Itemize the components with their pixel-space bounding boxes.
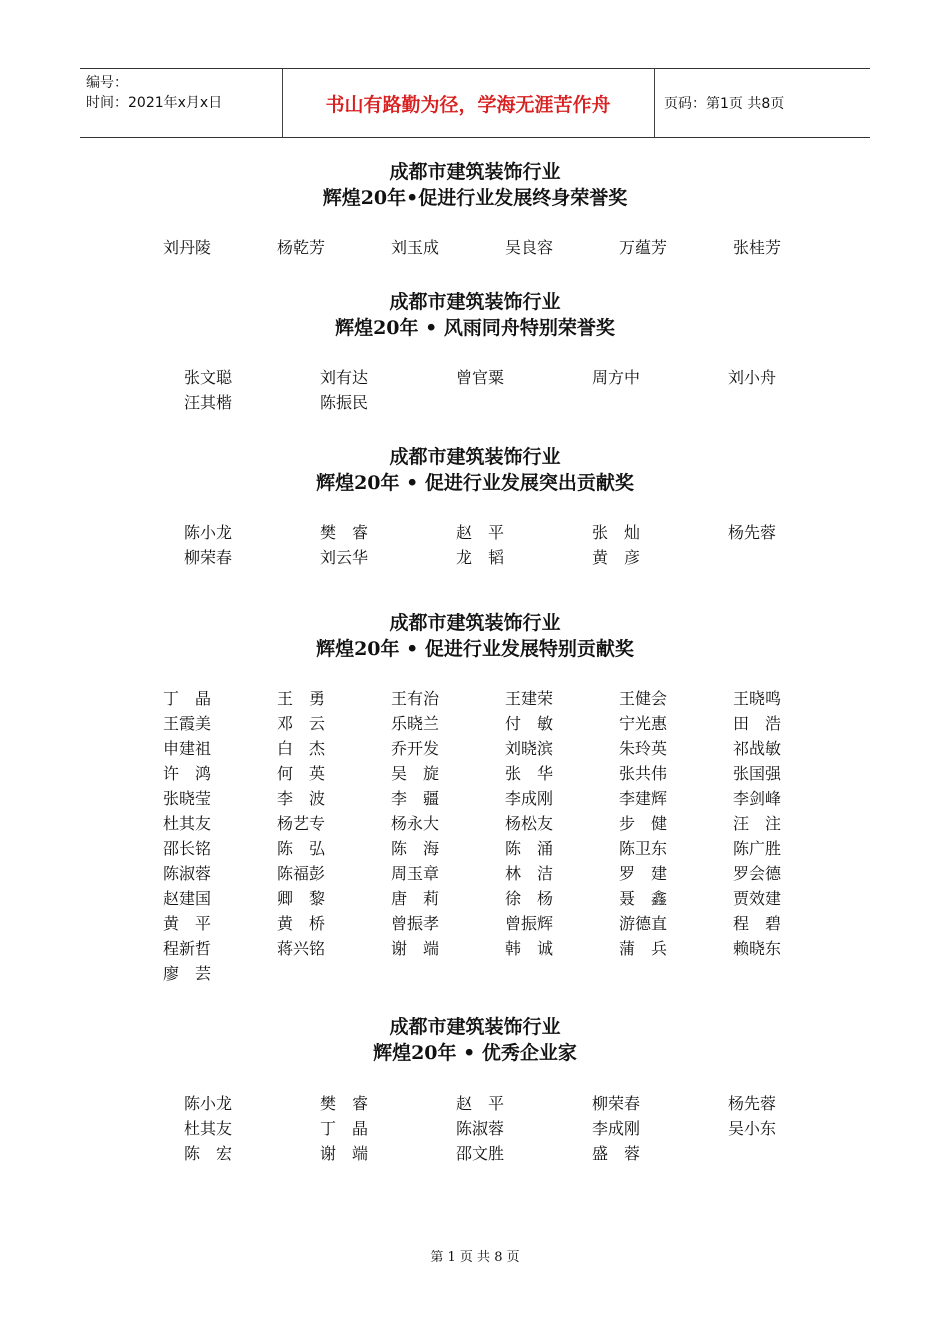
- honoree-name: 谢 端: [391, 939, 440, 958]
- honoree-name: 陈 弘: [277, 839, 326, 858]
- honoree-name: 王霞美: [163, 714, 212, 733]
- honoree-name: 陈振民: [320, 393, 369, 412]
- honoree-name: 杜其友: [163, 814, 212, 833]
- name-row: [163, 886, 847, 911]
- honoree-name: 白 杰: [277, 739, 326, 758]
- honoree-name: 张桂芳: [733, 238, 782, 257]
- honoree-name: 汪其楷: [184, 393, 233, 412]
- name-row: [184, 1116, 864, 1141]
- section-title: 成都市建筑装饰行业: [389, 612, 561, 634]
- section-title: 成都市建筑装饰行业: [389, 161, 561, 183]
- honoree-name: 王健会: [619, 689, 668, 708]
- honoree-name: 杨先蓉: [728, 523, 777, 542]
- honoree-name: 樊 睿: [320, 1094, 369, 1113]
- honoree-name: 蒲 兵: [619, 939, 668, 958]
- honoree-name: 申建祖: [163, 739, 212, 758]
- honoree-name: 曾振孝: [391, 914, 440, 933]
- honoree-name: 贾效建: [733, 889, 782, 908]
- honoree-name: 杨松友: [505, 814, 554, 833]
- name-row: [163, 836, 847, 861]
- award-section: [0, 159, 950, 211]
- award-section: [0, 1014, 950, 1066]
- honoree-name: 赖晓东: [733, 939, 782, 958]
- honoree-name: 陈 涌: [505, 839, 554, 858]
- honoree-name: 罗 建: [619, 864, 668, 883]
- honoree-name: 乐晓兰: [391, 714, 440, 733]
- time-label: 时间：2021年x月x日: [86, 95, 223, 111]
- honoree-name: 柳荣春: [592, 1094, 641, 1113]
- honoree-name: 丁 晶: [320, 1119, 369, 1138]
- honoree-name: 李 疆: [391, 789, 440, 808]
- section-award-name: 辉煌20年 • 促进行业发展突出贡献奖: [316, 472, 634, 494]
- section-award-name: 辉煌20年 • 优秀企业家: [373, 1042, 577, 1064]
- name-row: [163, 235, 847, 260]
- section-award-name: 辉煌20年 • 促进行业发展特别贡献奖: [316, 638, 634, 660]
- honoree-name: 吴良容: [505, 238, 554, 257]
- honoree-name: 杨永大: [391, 814, 440, 833]
- honoree-name: 刘丹陵: [163, 238, 212, 257]
- award-section: [0, 444, 950, 496]
- award-name-list: [184, 1091, 864, 1166]
- honoree-name: 盛 蓉: [592, 1144, 641, 1163]
- name-row: [163, 761, 847, 786]
- honoree-name: 谢 端: [320, 1144, 369, 1163]
- honoree-name: 杜其友: [184, 1119, 233, 1138]
- name-row: [163, 911, 847, 936]
- page-header: [80, 68, 870, 138]
- page-footer: 第 1 页 共 8 页: [430, 1250, 520, 1265]
- honoree-name: 陈小龙: [184, 523, 233, 542]
- honoree-name: 张文聪: [184, 368, 233, 387]
- honoree-name: 曾官粟: [456, 368, 505, 387]
- honoree-name: 赵 平: [456, 523, 505, 542]
- award-section: [0, 289, 950, 341]
- honoree-name: 邵长铭: [163, 839, 212, 858]
- honoree-name: 张晓莹: [163, 789, 212, 808]
- honoree-name: 吴小东: [728, 1119, 777, 1138]
- name-row: [163, 686, 847, 711]
- honoree-name: 祁战敏: [733, 739, 782, 758]
- honoree-name: 陈卫东: [619, 839, 668, 858]
- honoree-name: 聂 鑫: [619, 889, 668, 908]
- honoree-name: 李剑峰: [733, 789, 782, 808]
- honoree-name: 万蕴芳: [619, 238, 668, 257]
- award-section: [0, 610, 950, 662]
- honoree-name: 李成刚: [592, 1119, 641, 1138]
- honoree-name: 唐 莉: [391, 889, 440, 908]
- honoree-name: 曾振辉: [505, 914, 554, 933]
- honoree-name: 陈淑蓉: [456, 1119, 505, 1138]
- honoree-name: 黄 平: [163, 914, 212, 933]
- honoree-name: 许 鸿: [163, 764, 212, 783]
- honoree-name: 杨先蓉: [728, 1094, 777, 1113]
- honoree-name: 樊 睿: [320, 523, 369, 542]
- honoree-name: 陈淑蓉: [163, 864, 212, 883]
- award-name-list: [184, 365, 864, 415]
- honoree-name: 李 波: [277, 789, 326, 808]
- honoree-name: 王建荣: [505, 689, 554, 708]
- honoree-name: 张 华: [505, 764, 554, 783]
- name-row: [163, 936, 847, 961]
- honoree-name: 陈广胜: [733, 839, 782, 858]
- honoree-name: 王晓鸣: [733, 689, 782, 708]
- honoree-name: 陈 海: [391, 839, 440, 858]
- honoree-name: 李建辉: [619, 789, 668, 808]
- name-row: [163, 861, 847, 886]
- honoree-name: 游德直: [619, 914, 668, 933]
- honoree-name: 陈 宏: [184, 1144, 233, 1163]
- honoree-name: 宁光惠: [619, 714, 668, 733]
- honoree-name: 付 敏: [505, 714, 554, 733]
- honoree-name: 赵建国: [163, 889, 212, 908]
- name-row: [163, 736, 847, 761]
- section-award-name: 辉煌20年•促进行业发展终身荣誉奖: [322, 187, 628, 209]
- honoree-name: 黄 彦: [592, 548, 641, 567]
- name-row: [163, 711, 847, 736]
- header-motto: 书山有路勤为径，学海无涯苦作舟: [325, 93, 611, 116]
- honoree-name: 刘有达: [320, 368, 369, 387]
- honoree-name: 蒋兴铭: [277, 939, 326, 958]
- header-page-info: 页码：第1页 共8页: [664, 96, 785, 112]
- honoree-name: 廖 芸: [163, 964, 212, 983]
- name-row: [163, 786, 847, 811]
- honoree-name: 赵 平: [456, 1094, 505, 1113]
- name-row: [184, 520, 864, 545]
- honoree-name: 张共伟: [619, 764, 668, 783]
- honoree-name: 乔开发: [391, 739, 440, 758]
- honoree-name: 林 洁: [505, 864, 554, 883]
- name-row: [184, 390, 864, 415]
- section-title: 成都市建筑装饰行业: [389, 1016, 561, 1038]
- honoree-name: 朱玲英: [619, 739, 668, 758]
- honoree-name: 邵文胜: [456, 1144, 505, 1163]
- name-row: [163, 811, 847, 836]
- honoree-name: 罗会德: [733, 864, 782, 883]
- honoree-name: 周方中: [592, 368, 641, 387]
- honoree-name: 邓 云: [277, 714, 326, 733]
- honoree-name: 张 灿: [592, 523, 641, 542]
- honoree-name: 王 勇: [277, 689, 326, 708]
- honoree-name: 柳荣春: [184, 548, 233, 567]
- honoree-name: 杨艺专: [277, 814, 326, 833]
- name-row: [184, 545, 864, 570]
- honoree-name: 周玉章: [391, 864, 440, 883]
- honoree-name: 陈小龙: [184, 1094, 233, 1113]
- honoree-name: 丁 晶: [163, 689, 212, 708]
- honoree-name: 张国强: [733, 764, 782, 783]
- honoree-name: 刘小舟: [728, 368, 777, 387]
- section-title: 成都市建筑装饰行业: [389, 291, 561, 313]
- honoree-name: 黄 桥: [277, 914, 326, 933]
- award-name-list: [163, 235, 847, 260]
- honoree-name: 程 碧: [733, 914, 782, 933]
- award-name-list: [163, 686, 847, 986]
- section-award-name: 辉煌20年 • 风雨同舟特别荣誉奖: [335, 317, 615, 339]
- honoree-name: 刘云华: [320, 548, 369, 567]
- honoree-name: 韩 诚: [505, 939, 554, 958]
- honoree-name: 刘玉成: [391, 238, 440, 257]
- honoree-name: 龙 韬: [456, 548, 505, 567]
- award-name-list: [184, 520, 864, 570]
- name-row: [163, 961, 847, 986]
- honoree-name: 刘晓滨: [505, 739, 554, 758]
- section-title: 成都市建筑装饰行业: [389, 446, 561, 468]
- honoree-name: 王有治: [391, 689, 440, 708]
- name-row: [184, 365, 864, 390]
- name-row: [184, 1141, 864, 1166]
- honoree-name: 卿 黎: [277, 889, 326, 908]
- number-label: 编号：: [86, 75, 128, 91]
- honoree-name: 杨乾芳: [277, 238, 326, 257]
- name-row: [184, 1091, 864, 1116]
- header-meta: [86, 73, 281, 113]
- honoree-name: 吴 旋: [391, 764, 440, 783]
- honoree-name: 徐 杨: [505, 889, 554, 908]
- honoree-name: 陈福彭: [277, 864, 326, 883]
- honoree-name: 李成刚: [505, 789, 554, 808]
- honoree-name: 何 英: [277, 764, 326, 783]
- header-divider: [654, 69, 655, 137]
- honoree-name: 步 健: [619, 814, 668, 833]
- honoree-name: 程新哲: [163, 939, 212, 958]
- honoree-name: 汪 注: [733, 814, 782, 833]
- honoree-name: 田 浩: [733, 714, 782, 733]
